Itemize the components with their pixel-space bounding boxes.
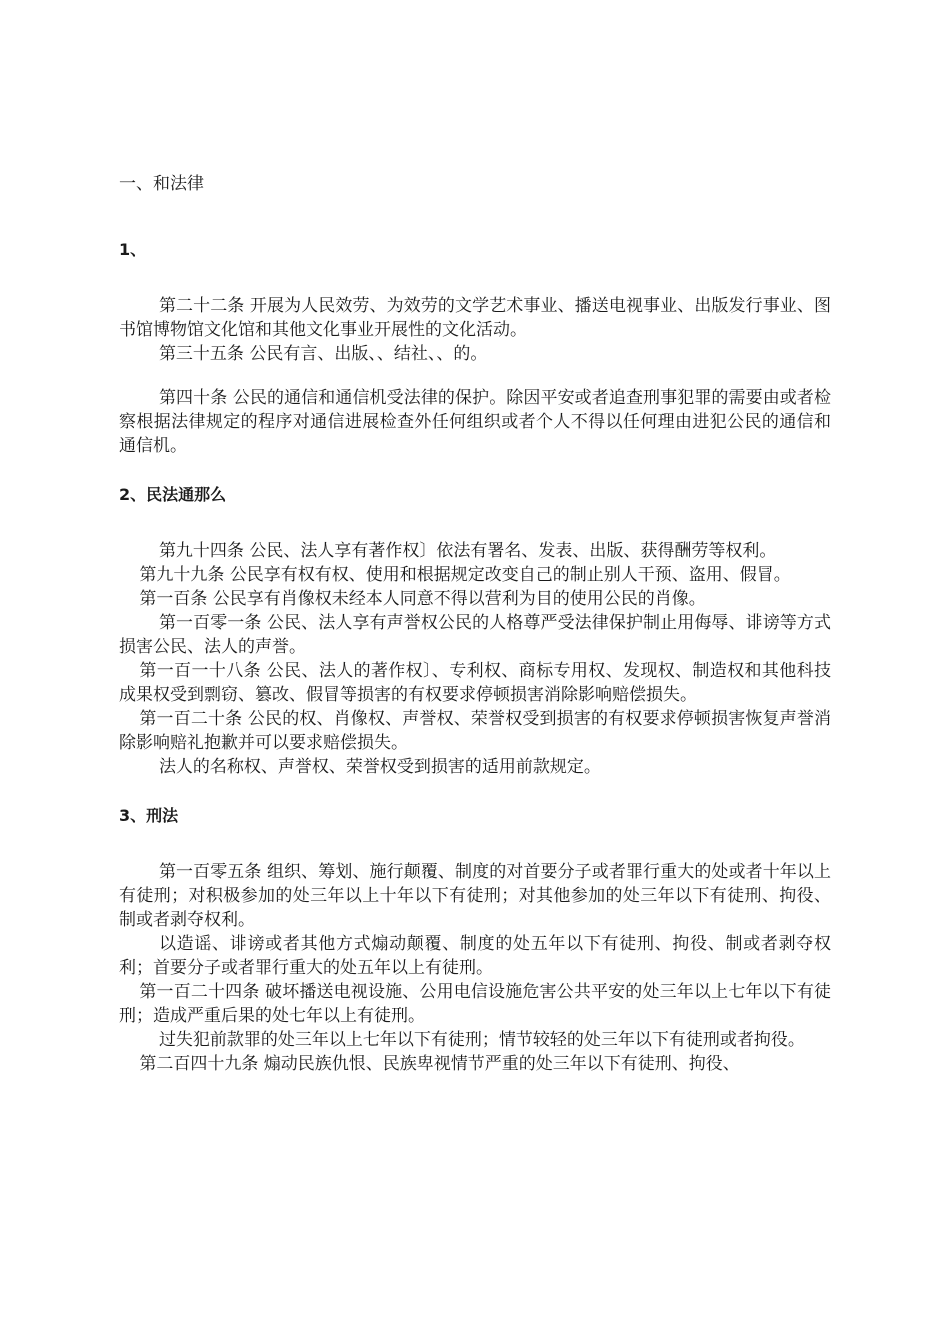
paragraph: 第二十二条 开展为人民效劳、为效劳的文学艺术事业、播送电视事业、出版发行事业、图书馆博物馆文化馆和其他文化事业开展性的文化活动。	[119, 296, 831, 340]
paragraph: 第一百二十条 公民的权、肖像权、声誉权、荣誉权受到损害的有权要求停顿损害恢复声誉消除影响赔礼抱歉并可以要求赔偿损失。	[119, 709, 831, 753]
paragraph: 第九十九条 公民享有权有权、使用和根据规定改变自己的制止别人干预、盗用、假冒。	[139, 565, 791, 585]
paragraph: 第一百零五条 组织、筹划、施行颠覆、制度的对首要分子或者罪行重大的处或者十年以上有徒刑；对积极参加的处三年以上十年以下有徒刑；对其他参加的处三年以下有徒刑、拘役、制或者剥夺权利。	[119, 862, 831, 930]
paragraph: 第一百零一条 公民、法人享有声誉权公民的人格尊严受法律保护制止用侮辱、诽谤等方式损害公民、法人的声誉。	[119, 613, 831, 657]
paragraph: 第二百四十九条 煽动民族仇恨、民族卑视情节严重的处三年以下有徒刑、拘役、	[139, 1054, 740, 1074]
paragraph: 第三十五条 公民有言、出版、、结社、、的。	[158, 344, 488, 364]
paragraph: 法人的名称权、声誉权、荣誉权受到损害的适用前款规定。	[158, 757, 601, 777]
paragraph: 第四十条 公民的通信和通信机受法律的保护。除因平安或者追查刑事犯罪的需要由或者检察根据法律规定的程序对通信进展检查外任何组织或者个人不得以任何理由进犯公民的通信和通信机。	[119, 388, 831, 456]
section-title: 3、刑法	[119, 806, 179, 825]
paragraph: 第一百一十八条 公民、法人的著作权〕、专利权、商标专用权、发现权、制造权和其他科技成果权受到剽窃、篡改、假冒等损害的有权要求停顿损害消除影响赔偿损失。	[119, 661, 831, 705]
paragraph: 第一百条 公民享有肖像权未经本人同意不得以营利为目的使用公民的肖像。	[139, 589, 706, 609]
document-heading: 一、和法律	[119, 174, 204, 194]
paragraph: 过失犯前款罪的处三年以上七年以下有徒刑；情节较轻的处三年以下有徒刑或者拘役。	[158, 1030, 805, 1050]
section-title: 1、	[119, 240, 147, 259]
paragraph: 第九十四条 公民、法人享有著作权〕依法有署名、发表、出版、获得酬劳等权利。	[158, 541, 777, 561]
paragraph: 以造谣、诽谤或者其他方式煽动颠覆、制度的处五年以下有徒刑、拘役、制或者剥夺权利；首要分子或者罪行重大的处五年以上有徒刑。	[119, 934, 831, 978]
paragraph: 第一百二十四条 破坏播送电视设施、公用电信设施危害公共平安的处三年以上七年以下有徒刑；造成严重后果的处七年以上有徒刑。	[119, 982, 831, 1026]
section-title: 2、民法通那么	[119, 485, 227, 504]
document-body	[119, 172, 831, 1076]
